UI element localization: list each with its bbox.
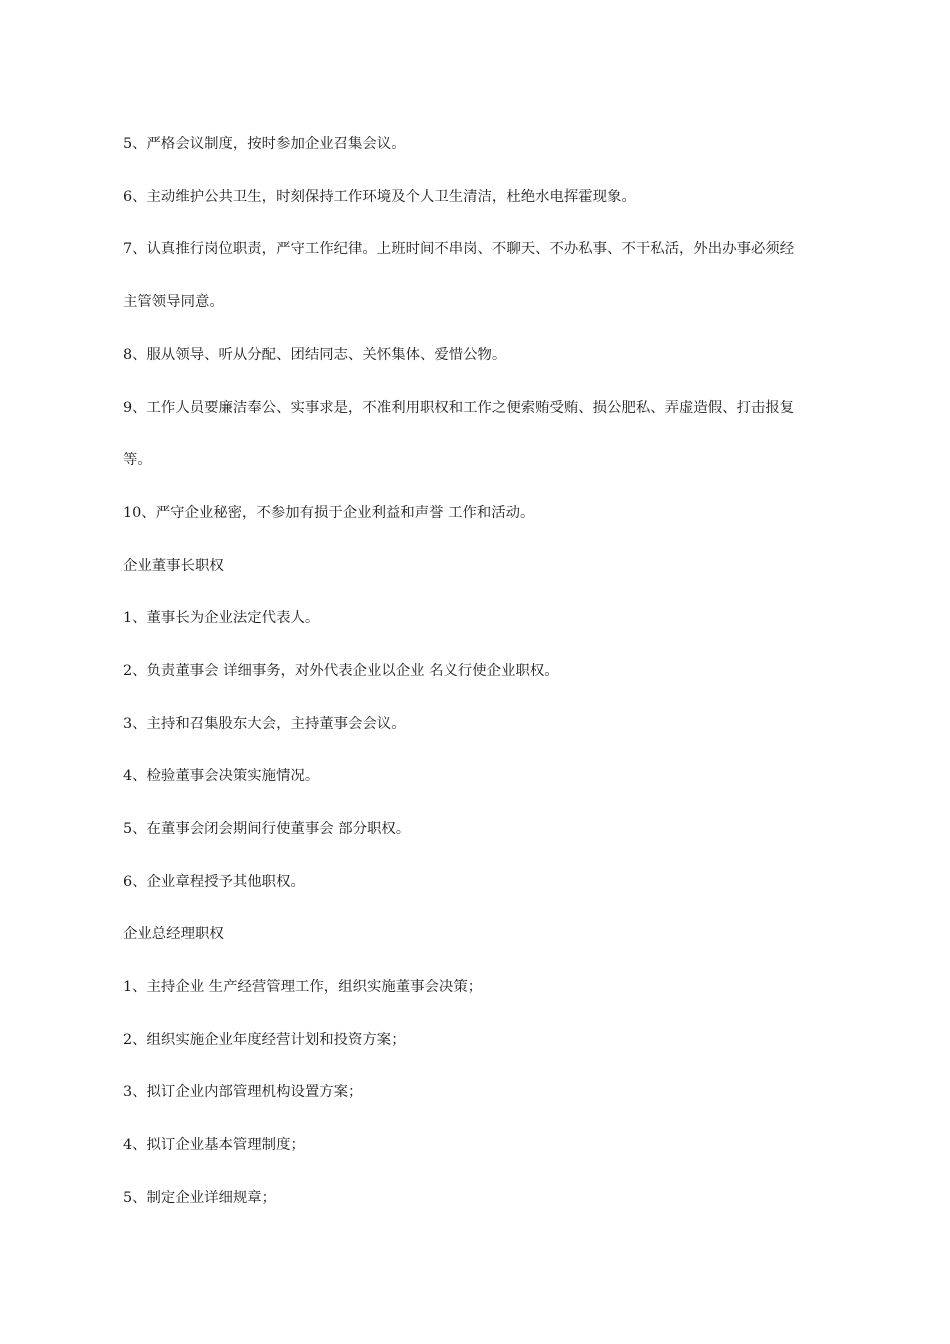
- text-line: 1、董事长为企业法定代表人。: [123, 610, 320, 626]
- text-line: 等。: [123, 452, 152, 468]
- text-line: 3、拟订企业内部管理机构设置方案；: [123, 1084, 363, 1100]
- text-line: 5、制定企业详细规章；: [123, 1190, 277, 1206]
- text-line: 5、在董事会闭会期间行使董事会 部分职权。: [123, 821, 411, 837]
- text-line: 10、严守企业秘密，不参加有损于企业利益和声誉 工作和活动。: [123, 505, 535, 521]
- text-line: 8、服从领导、听从分配、团结同志、关怀集体、爱惜公物。: [123, 347, 507, 363]
- section-heading: 企业董事长职权: [123, 558, 224, 574]
- text-line: 主管领导同意。: [123, 294, 224, 310]
- text-line: 2、组织实施企业年度经营计划和投资方案；: [123, 1032, 406, 1048]
- text-line: 7、认真推行岗位职责，严守工作纪律。上班时间不串岗、不聊天、不办私事、不干私活，外出办事必须经: [123, 241, 795, 257]
- text-line: 6、主动维护公共卫生，时刻保持工作环境及个人卫生清洁，杜绝水电挥霍现象。: [123, 189, 636, 205]
- text-line: 4、拟订企业基本管理制度；: [123, 1137, 305, 1153]
- text-line: 1、主持企业 生产经营管理工作，组织实施董事会决策；: [123, 979, 483, 995]
- text-line: 5、严格会议制度，按时参加企业召集会议。: [123, 136, 406, 152]
- text-line: 4、检验董事会决策实施情况。: [123, 768, 320, 784]
- text-line: 2、负责董事会 详细事务，对外代表企业以企业 名义行使企业职权。: [123, 663, 559, 679]
- section-heading: 企业总经理职权: [123, 926, 224, 942]
- text-line: 9、工作人员要廉洁奉公、实事求是，不准利用职权和工作之便索贿受贿、损公肥私、弄虚造假、打击报复: [123, 400, 795, 416]
- text-line: 3、主持和召集股东大会，主持董事会会议。: [123, 716, 406, 732]
- text-line: 6、企业章程授予其他职权。: [123, 874, 305, 890]
